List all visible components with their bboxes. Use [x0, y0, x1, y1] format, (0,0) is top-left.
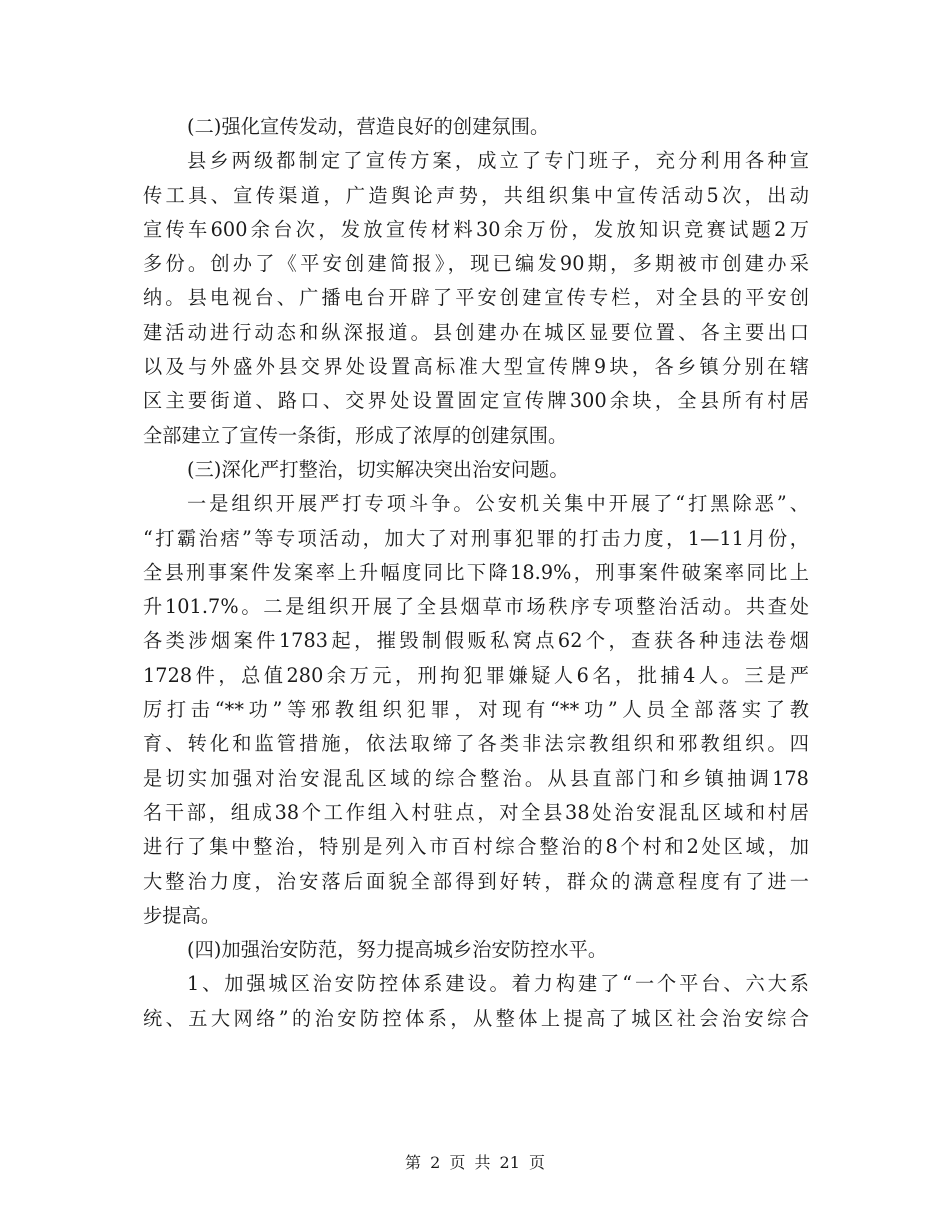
paragraph-line: 传工具、宣传渠道，广造舆论声势，共组织集中宣传活动5次，出动	[143, 183, 809, 207]
paragraph-line: 1728件，总值280余万元，刑拘犯罪嫌疑人6名，批捕4人。三是严	[143, 663, 809, 687]
section-heading: (三)深化严打整治，切实解决突出治安问题。	[187, 457, 569, 481]
paragraph-line: 进行了集中整治，特别是列入市百村综合整治的8个村和2处区域，加	[143, 835, 809, 859]
paragraph-line: 宣传车600余台次，发放宣传材料30余万份，发放知识竞赛试题2万	[143, 217, 809, 241]
paragraph-line: “打霸治痞”等专项活动，加大了对刑事犯罪的打击力度，1—11月份，	[143, 526, 809, 550]
paragraph-line: 多份。创办了《平安创建简报》，现已编发90期，多期被市创建办采	[143, 252, 809, 276]
page-number-footer: 第 2 页 共 21 页	[405, 1153, 545, 1172]
paragraph-line: 名干部，组成38个工作组入村驻点，对全县38处治安混乱区域和村居	[143, 800, 809, 824]
paragraph-line: 统、五大网络”的治安防控体系，从整体上提高了城区社会治安综合	[143, 1006, 809, 1030]
paragraph-line: 建活动进行动态和纵深报道。县创建办在城区显要位置、各主要出口	[143, 320, 809, 344]
paragraph-line: 升101.7%。二是组织开展了全县烟草市场秩序专项整治活动。共查处	[143, 595, 809, 619]
section-heading: (四)加强治安防范，努力提高城乡治安防控水平。	[187, 938, 608, 962]
paragraph-line: 1、加强城区治安防控体系建设。着力构建了“一个平台、六大系	[187, 972, 809, 996]
paragraph-line: 以及与外盛外县交界处设置高标准大型宣传牌9块，各乡镇分别在辖	[143, 355, 809, 379]
paragraph-line: 县乡两级都制定了宣传方案，成立了专门班子，充分利用各种宣	[187, 149, 809, 173]
document-body	[143, 110, 809, 1036]
paragraph-line: 是切实加强对治安混乱区域的综合整治。从县直部门和乡镇抽调178	[143, 766, 809, 790]
paragraph-line: 一是组织开展严打专项斗争。公安机关集中开展了“打黑除恶”、	[187, 492, 809, 516]
paragraph-line: 全部建立了宣传一条街，形成了浓厚的创建氛围。	[143, 423, 568, 447]
paragraph-line: 步提高。	[143, 903, 221, 927]
paragraph-line: 厉打击“**功”等邪教组织犯罪，对现有“**功”人员全部落实了教	[143, 698, 809, 722]
section-heading: (二)强化宣传发动，营造良好的创建氛围。	[187, 115, 550, 138]
paragraph-line: 大整治力度，治安落后面貌全部得到好转，群众的满意程度有了进一	[143, 869, 809, 893]
paragraph-line: 纳。县电视台、广播电台开辟了平安创建宣传专栏，对全县的平安创	[143, 286, 809, 310]
paragraph-line: 区主要街道、路口、交界处设置固定宣传牌300余块，全县所有村居	[143, 389, 809, 413]
paragraph-line: 育、转化和监管措施，依法取缔了各类非法宗教组织和邪教组织。四	[143, 732, 809, 756]
paragraph-line: 各类涉烟案件1783起，摧毁制假贩私窝点62个，查获各种违法卷烟	[143, 629, 809, 653]
paragraph-line: 全县刑事案件发案率上升幅度同比下降18.9%，刑事案件破案率同比上	[143, 560, 809, 584]
